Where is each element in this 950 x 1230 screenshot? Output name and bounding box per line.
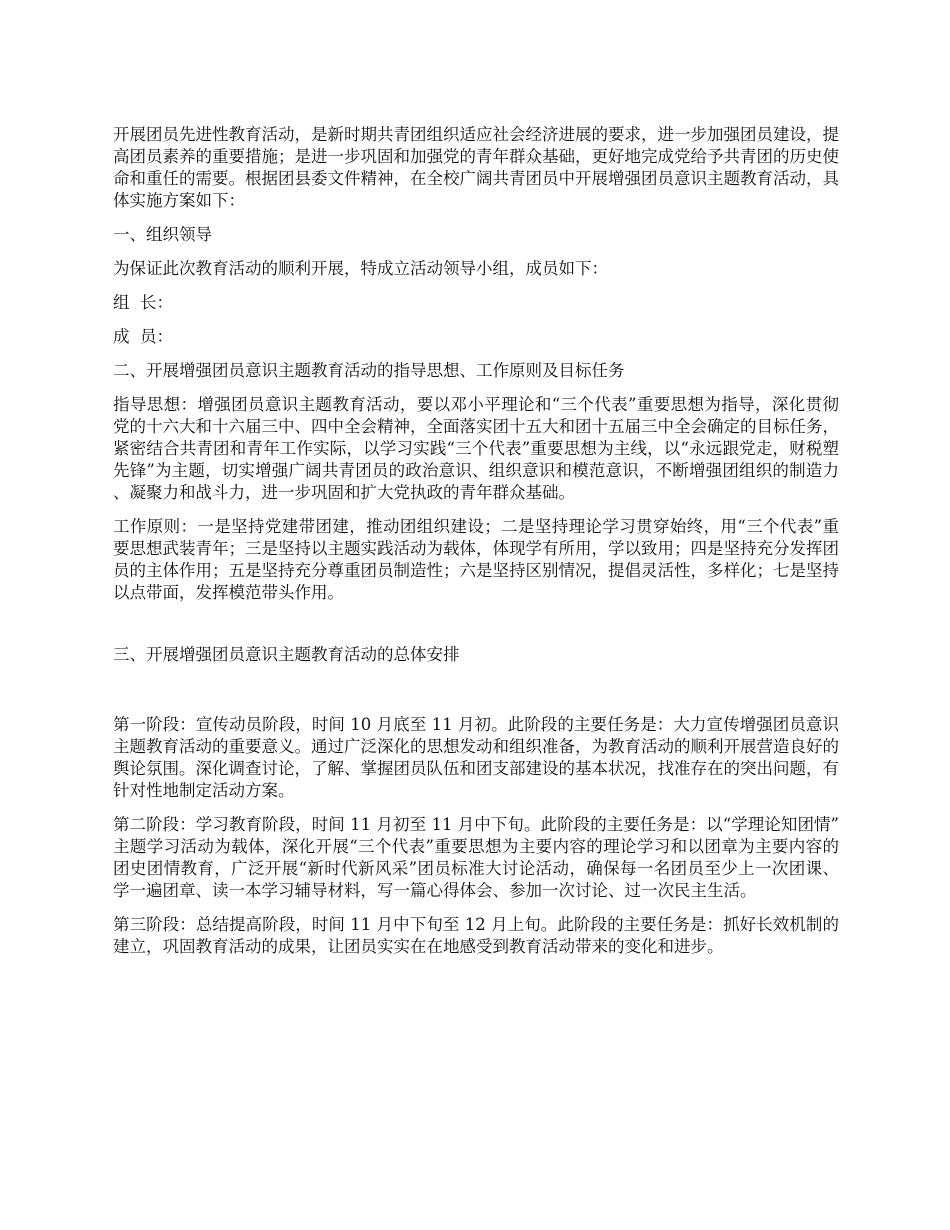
section-1-heading: 一、组织领导 bbox=[113, 225, 212, 244]
leader-line: 组 长： bbox=[113, 293, 173, 312]
document-page bbox=[113, 124, 839, 970]
stage-3-paragraph: 第三阶段：总结提高阶段，时间 11 月中下旬至 12 月上旬。此阶段的主要任务是：抓好长效机制的建立，巩固教育活动的成果，让团员实实在在地感受到教育活动带来的变化和进步。 bbox=[113, 915, 839, 956]
work-principles-paragraph: 工作原则：一是坚持党建带团建，推动团组织建设；二是坚持理论学习贯穿始终，用“三个代表”重要思想武装青年；三是坚持以主题实践活动为载体，体现学有所用，学以致用；四是坚持充分发挥团员的主体作用；五是坚持充分尊重团员制造性；六是坚持区别情况，提倡灵活性，多样化；七是坚持以点带面，发挥模范带头作用。 bbox=[113, 517, 839, 602]
intro-paragraph: 开展团员先进性教育活动，是新时期共青团组织适应社会经济进展的要求，进一步加强团员建设，提高团员素养的重要措施；是进一步巩固和加强党的青年群众基础，更好地完成党给予共青团的历史使命和重任的需要。根据团县委文件精神，在全校广阔共青团员中开展增强团员意识主题教育活动，具体实施方案如下： bbox=[113, 125, 839, 210]
section-1-text: 为保证此次教育活动的顺利开展，特成立活动领导小组，成员如下： bbox=[113, 259, 608, 278]
section-3-heading: 三、开展增强团员意识主题教育活动的总体安排 bbox=[113, 645, 460, 664]
member-line: 成 员： bbox=[113, 327, 173, 346]
stage-1-paragraph: 第一阶段：宣传动员阶段，时间 10 月底至 11 月初。此阶段的主要任务是：大力宣传增强团员意识主题教育活动的重要意义。通过广泛深化的思想发动和组织准备，为教育活动的顺利开展营造良好的舆论氛围。深化调查讨论，了解、掌握团员队伍和团支部建设的基本状况，找准存在的突出问题，有针对性地制定活动方案。 bbox=[113, 715, 839, 800]
stage-2-paragraph: 第二阶段：学习教育阶段，时间 11 月初至 11 月中下旬。此阶段的主要任务是：以“学理论知团情”主题学习活动为载体，深化开展“三个代表”重要思想为主要内容的理论学习和以团章为主要内容的团史团情教育，广泛开展“新时代新风采”团员标准大讨论活动，确保每一名团员至少上一次团课、学一遍团章、读一本学习辅导材料，写一篇心得体会、参加一次讨论、过一次民主生活。 bbox=[113, 815, 839, 900]
guiding-thought-paragraph: 指导思想：增强团员意识主题教育活动，要以邓小平理论和“三个代表”重要思想为指导，深化贯彻党的十六大和十六届三中、四中全会精神，全面落实团十五大和团十五届三中全会确定的目标任务，紧密结合共青团和青年工作实际，以学习实践“三个代表”重要思想为主线，以“永远跟党走，财税塑先锋”为主题，切实增强广阔共青团员的政治意识、组织意识和模范意识，不断增强团组织的制造力、凝聚力和战斗力，进一步巩固和扩大党执政的青年群众基础。 bbox=[113, 395, 839, 502]
section-2-heading: 二、开展增强团员意识主题教育活动的指导思想、工作原则及目标任务 bbox=[113, 361, 625, 380]
